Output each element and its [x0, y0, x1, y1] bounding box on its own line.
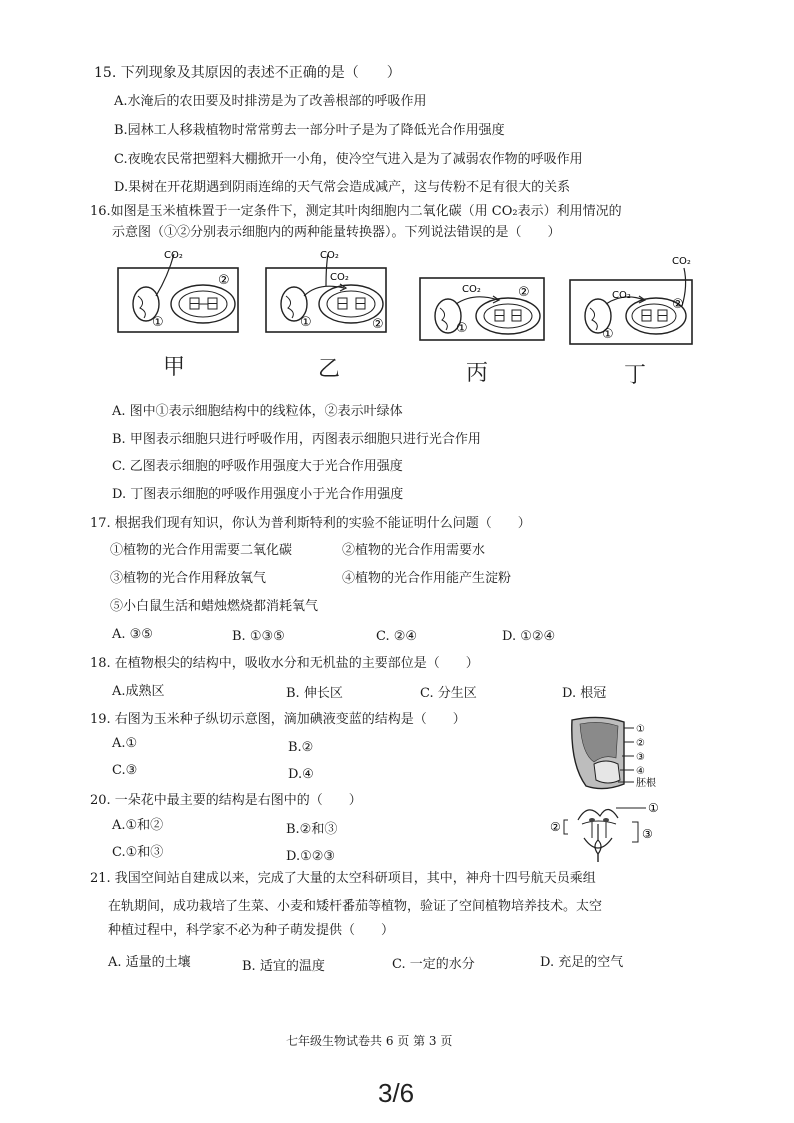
q18-option-d: D. 根冠	[562, 686, 607, 701]
flower-label-2: ②	[550, 820, 561, 834]
panel-label-bing: 丙	[466, 361, 489, 386]
q17-item-2: ②植物的光合作用需要水	[342, 543, 486, 558]
q20-option-b: B.②和③	[286, 822, 338, 837]
q20-option-d: D.①②③	[286, 849, 336, 864]
seed-label-2: ②	[636, 738, 645, 749]
q21-stem-line3: 种植过程中，科学家不必为种子萌发提供（ ）	[108, 923, 395, 938]
q21-option-a: A. 适量的土壤	[108, 955, 191, 970]
chloroplast-shape	[476, 298, 540, 334]
q16-cell-diagram-bing	[418, 276, 548, 346]
co2-label: CO₂	[462, 284, 481, 295]
q16-cell-diagram-jia	[116, 246, 244, 336]
q17-option-a: A. ③⑤	[112, 627, 153, 642]
seed-label-1: ①	[636, 724, 645, 735]
q20-option-a: A.①和②	[112, 818, 164, 833]
q16-option-c: C. 乙图表示细胞的呼吸作用强度大于光合作用强度	[112, 459, 403, 474]
panel-label-ding: 丁	[624, 363, 647, 388]
q15-option-d: D.果树在开花期遇到阴雨连绵的天气常会造成减产，这与传粉不足有很大的关系	[114, 180, 571, 195]
page-footer: 七年级生物试卷共 6 页 第 3 页	[286, 1034, 453, 1048]
q21-stem-line2: 在轨期间，成功栽培了生菜、小麦和矮杆番茄等植物，验证了空间植物培养技术。太空	[108, 899, 603, 914]
q18-option-c: C. 分生区	[420, 686, 477, 701]
marker-2: ②	[218, 273, 230, 288]
q20-stem: 20. 一朵花中最主要的结构是右图中的（ ）	[90, 793, 362, 808]
co2-label: CO₂	[164, 250, 183, 261]
q15-option-b: B.园林工人移栽植物时常常剪去一部分叶子是为了降低光合作用强度	[114, 123, 505, 138]
q16-cell-diagram-ding	[566, 250, 696, 350]
seed-label-3: ③	[636, 752, 645, 763]
q15-stem: 15. 下列现象及其原因的表述不正确的是（ ）	[94, 65, 401, 81]
q18-option-b: B. 伸长区	[286, 686, 343, 701]
q19-option-a: A.①	[112, 736, 138, 751]
q17-item-1: ①植物的光合作用需要二氧化碳	[110, 543, 293, 558]
page-indicator: 3/6	[378, 1078, 415, 1108]
q16-option-a: A. 图中①表示细胞结构中的线粒体，②表示叶绿体	[112, 404, 403, 419]
q17-option-b: B. ①③⑤	[232, 629, 285, 644]
co2-label: CO₂	[320, 250, 339, 261]
q21-option-b: B. 适宜的温度	[242, 959, 325, 974]
panel-label-yi: 乙	[318, 357, 341, 382]
flower-diagram	[548, 798, 672, 862]
marker-2: ②	[518, 285, 530, 300]
q19-option-c: C.③	[112, 763, 138, 778]
marker-1: ①	[602, 327, 614, 342]
marker-1: ①	[300, 315, 312, 330]
q19-option-d: D.④	[288, 767, 314, 782]
q17-option-d: D. ①②④	[502, 629, 556, 644]
q16-stem-line2: 示意图（①②分别表示细胞内的两种能量转换器）。下列说法错误的是（ ）	[112, 225, 561, 240]
q18-stem: 18. 在植物根尖的结构中，吸收水分和无机盐的主要部位是（ ）	[90, 656, 479, 671]
q16-stem-line1: 16.如图是玉米植株置于一定条件下，测定其叶肉细胞内二氧化碳（用 CO₂表示）利用情况的	[90, 204, 622, 219]
seed-label-4: ④	[636, 766, 645, 777]
q16-option-d: D. 丁图表示细胞的呼吸作用强度小于光合作用强度	[112, 487, 404, 502]
q21-option-c: C. 一定的水分	[392, 957, 475, 972]
q17-stem: 17. 根据我们现有知识，你认为普利斯特利的实验不能证明什么问题（ ）	[90, 516, 531, 531]
q17-option-c: C. ②④	[376, 629, 418, 644]
flower-label-1: ①	[648, 801, 659, 815]
q15-option-c: C.夜晚农民常把塑料大棚掀开一小角，使冷空气进入是为了减弱农作物的呼吸作用	[114, 152, 583, 167]
corn-seed-diagram	[560, 714, 670, 794]
co2-label-inner: CO₂	[330, 272, 349, 283]
q17-item-5: ⑤小白鼠生活和蜡烛燃烧都消耗氧气	[110, 599, 319, 614]
marker-1: ①	[456, 321, 468, 336]
seed-label-radicle: 胚根	[636, 778, 656, 789]
q16-cell-diagram-yi	[264, 246, 394, 336]
marker-2: ②	[372, 317, 384, 332]
q17-item-3: ③植物的光合作用释放氧气	[110, 571, 267, 586]
q15-option-a: A.水淹后的农田要及时排涝是为了改善根部的呼吸作用	[114, 94, 427, 109]
q17-item-4: ④植物的光合作用能产生淀粉	[342, 571, 512, 586]
q18-option-a: A.成熟区	[112, 684, 165, 699]
q20-option-c: C.①和③	[112, 845, 164, 860]
flower-label-3: ③	[642, 827, 653, 841]
q19-option-b: B.②	[288, 740, 314, 755]
co2-label-inner: CO₂	[612, 290, 631, 301]
co2-label: CO₂	[672, 256, 691, 267]
marker-1: ①	[152, 315, 164, 330]
marker-2: ②	[672, 297, 684, 312]
panel-label-jia: 甲	[163, 355, 186, 380]
q21-stem-line1: 21. 我国空间站自建成以来，完成了大量的太空科研项目，其中，神舟十四号航天员乘组	[90, 871, 596, 886]
q16-option-b: B. 甲图表示细胞只进行呼吸作用，丙图表示细胞只进行光合作用	[112, 432, 481, 447]
q19-stem: 19. 右图为玉米种子纵切示意图，滴加碘液变蓝的结构是（ ）	[90, 712, 466, 727]
q21-option-d: D. 充足的空气	[540, 955, 624, 970]
